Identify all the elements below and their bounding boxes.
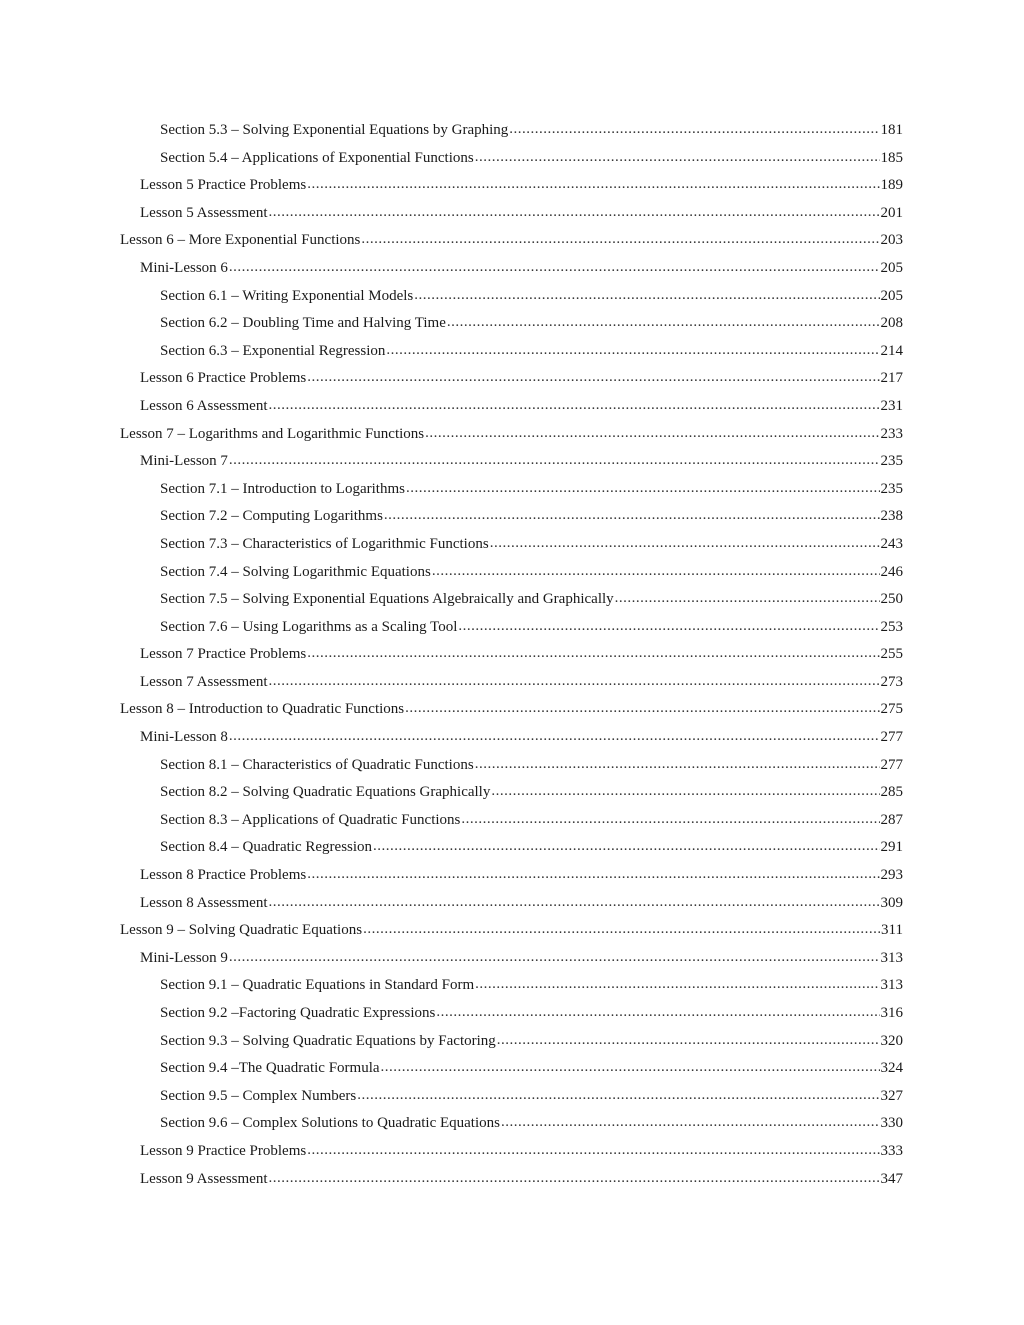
dot-leader [490,530,880,558]
dot-leader [425,420,879,448]
toc-entry-title: Mini-Lesson 9 [140,949,228,966]
toc-entry-page-number: 235 [880,453,903,470]
toc-entry[interactable] [120,200,903,228]
toc-entry-page-number: 217 [880,370,903,387]
toc-entry-page-number: 205 [880,259,903,276]
dot-leader [405,695,879,723]
toc-entry-page-number: 185 [880,149,903,166]
toc-entry-title: Section 8.2 – Solving Quadratic Equations Graphically [160,784,491,801]
toc-entry[interactable] [120,448,903,476]
toc-entry-page-number: 233 [880,425,903,442]
dot-leader [386,337,879,365]
dot-leader [432,558,880,586]
toc-entry-title: Lesson 7 – Logarithms and Logarithmic Functions [120,425,425,442]
toc-entry-title: Lesson 6 Practice Problems [140,370,307,387]
toc-entry-title: Lesson 9 – Solving Quadratic Equations [120,922,363,939]
dot-leader [229,254,880,282]
toc-entry-page-number: 189 [880,177,903,194]
toc-entry-page-number: 277 [880,729,903,746]
toc-entry[interactable] [120,586,903,614]
toc-entry-title: Lesson 9 Practice Problems [140,1142,307,1159]
toc-entry[interactable] [120,862,903,890]
dot-leader [307,861,879,889]
toc-entry-page-number: 293 [880,867,903,884]
toc-entry-title: Lesson 7 Assessment [140,673,268,690]
dot-leader [384,502,880,530]
toc-entry-page-number: 235 [880,480,903,497]
toc-entry-page-number: 203 [880,232,903,249]
toc-entry-page-number: 253 [880,618,903,635]
toc-entry-title: Section 5.3 – Solving Exponential Equations by Graphing [160,122,509,138]
dot-leader [436,999,879,1027]
toc-entry-page-number: 231 [880,397,903,414]
toc-entry-page-number: 347 [880,1170,903,1187]
toc-entry-page-number: 313 [880,949,903,966]
toc-entry-title: Lesson 6 – More Exponential Functions [120,232,361,249]
toc-entry-page-number: 205 [880,287,903,304]
table-of-contents [120,117,903,1193]
dot-leader [491,778,879,806]
toc-entry[interactable] [120,393,903,421]
toc-entry-page-number: 327 [880,1087,903,1104]
toc-entry[interactable] [120,172,903,200]
toc-entry-title: Section 9.3 – Solving Quadratic Equations by Factoring [160,1032,496,1049]
toc-entry[interactable] [120,1110,903,1138]
toc-entry-page-number: 275 [880,701,903,718]
dot-leader [307,1137,879,1165]
dot-leader [307,364,879,392]
toc-entry-title: Lesson 5 Practice Problems [140,177,307,194]
dot-leader [307,640,879,668]
dot-leader [269,889,880,917]
toc-entry-title: Section 9.1 – Quadratic Equations in Standard Form [160,977,475,994]
dot-leader [269,668,880,696]
toc-entry[interactable] [120,1055,903,1083]
toc-entry-title: Lesson 7 Practice Problems [140,646,307,663]
toc-entry-page-number: 324 [880,1060,903,1077]
dot-leader [229,944,880,972]
toc-entry-title: Section 6.1 – Writing Exponential Models [160,287,414,304]
toc-entry[interactable] [120,255,903,283]
toc-entry-page-number: 273 [880,673,903,690]
dot-leader [497,1027,880,1055]
dot-leader [501,1109,880,1137]
dot-leader [458,613,879,641]
toc-entry-title: Section 7.6 – Using Logarithms as a Scaling Tool [160,618,458,635]
toc-entry-page-number: 181 [880,122,903,138]
toc-entry-title: Section 9.2 –Factoring Quadratic Expressions [160,1005,436,1021]
dot-leader [307,171,879,199]
dot-leader [361,226,879,254]
toc-entry-page-number: 246 [880,563,903,580]
toc-entry-page-number: 309 [880,894,903,911]
toc-entry-page-number: 255 [880,646,903,663]
dot-leader [373,833,879,861]
dot-leader [461,806,879,834]
dot-leader [447,309,880,337]
toc-entry-title: Section 7.1 – Introduction to Logarithms [160,480,405,497]
dot-leader [357,1082,879,1110]
toc-entry[interactable] [120,503,903,531]
toc-entry[interactable] [120,338,903,366]
toc-entry[interactable] [120,1166,903,1194]
toc-entry-title: Section 8.4 – Quadratic Regression [160,839,373,856]
toc-entry[interactable] [120,945,903,973]
toc-entry-title: Lesson 5 Assessment [140,204,268,221]
toc-entry-title: Section 8.3 – Applications of Quadratic Functions [160,811,461,828]
toc-entry-title: Mini-Lesson 7 [140,453,228,470]
toc-entry[interactable] [120,365,903,393]
toc-entry[interactable] [120,779,903,807]
toc-entry[interactable] [120,696,903,724]
toc-entry-page-number: 311 [881,922,903,939]
dot-leader [509,116,879,144]
toc-entry[interactable] [120,834,903,862]
dot-leader [475,751,880,779]
dot-leader [269,1165,880,1193]
dot-leader [414,282,879,310]
toc-entry[interactable] [120,227,903,255]
toc-entry-page-number: 277 [880,756,903,773]
toc-entry-title: Section 9.4 –The Quadratic Formula [160,1060,380,1077]
dot-leader [363,916,880,944]
toc-entry-title: Section 6.2 – Doubling Time and Halving Time [160,315,446,332]
toc-entry[interactable] [120,1083,903,1111]
toc-entry-title: Section 7.3 – Characteristics of Logarithmic Functions [160,535,489,552]
toc-entry-page-number: 201 [880,204,903,221]
toc-entry-title: Lesson 8 Assessment [140,894,268,911]
toc-entry-title: Section 9.5 – Complex Numbers [160,1087,357,1104]
toc-entry-page-number: 333 [880,1142,903,1159]
toc-entry[interactable] [120,890,903,918]
dot-leader [406,475,880,503]
toc-entry[interactable] [120,1000,903,1028]
toc-entry-title: Section 9.6 – Complex Solutions to Quadratic Equations [160,1115,500,1132]
toc-entry[interactable] [120,1138,903,1166]
toc-entry-title: Section 5.4 – Applications of Exponential Functions [160,149,474,166]
toc-entry[interactable] [120,917,903,945]
toc-entry[interactable] [120,476,903,504]
dot-leader [381,1054,880,1082]
toc-entry[interactable] [120,752,903,780]
toc-entry-page-number: 287 [880,811,903,828]
toc-entry[interactable] [120,559,903,587]
toc-entry-title: Section 7.5 – Solving Exponential Equations Algebraically and Graphically [160,591,614,608]
dot-leader [475,971,879,999]
toc-entry[interactable] [120,117,903,145]
toc-entry[interactable] [120,283,903,311]
toc-entry-page-number: 238 [880,508,903,525]
toc-entry-page-number: 316 [880,1005,903,1021]
toc-entry-page-number: 320 [880,1032,903,1049]
toc-entry-title: Mini-Lesson 6 [140,259,228,276]
toc-entry-title: Section 7.2 – Computing Logarithms [160,508,383,525]
toc-entry[interactable] [120,972,903,1000]
toc-entry[interactable] [120,641,903,669]
toc-entry[interactable] [120,1028,903,1056]
toc-entry[interactable] [120,614,903,642]
toc-entry-page-number: 214 [880,342,903,359]
toc-entry-page-number: 250 [880,591,903,608]
dot-leader [229,447,880,475]
toc-entry[interactable] [120,421,903,449]
toc-entry-page-number: 291 [880,839,903,856]
toc-entry[interactable] [120,807,903,835]
toc-entry-title: Lesson 6 Assessment [140,397,268,414]
dot-leader [475,144,880,172]
toc-entry[interactable] [120,669,903,697]
toc-entry[interactable] [120,724,903,752]
toc-entry-page-number: 285 [880,784,903,801]
toc-entry-page-number: 208 [880,315,903,332]
toc-entry-title: Mini-Lesson 8 [140,729,228,746]
dot-leader [229,723,880,751]
toc-entry-title: Section 7.4 – Solving Logarithmic Equations [160,563,431,580]
toc-entry-title: Section 8.1 – Characteristics of Quadratic Functions [160,756,474,773]
toc-entry-page-number: 313 [880,977,903,994]
dot-leader [269,199,880,227]
toc-entry-title: Lesson 9 Assessment [140,1170,268,1187]
toc-entry-title: Lesson 8 – Introduction to Quadratic Functions [120,701,405,718]
toc-entry[interactable] [120,145,903,173]
toc-entry[interactable] [120,310,903,338]
dot-leader [615,585,880,613]
dot-leader [269,392,880,420]
toc-entry-title: Section 6.3 – Exponential Regression [160,342,386,359]
toc-entry[interactable] [120,531,903,559]
toc-entry-page-number: 330 [880,1115,903,1132]
toc-entry-page-number: 243 [880,535,903,552]
toc-entry-title: Lesson 8 Practice Problems [140,867,307,884]
